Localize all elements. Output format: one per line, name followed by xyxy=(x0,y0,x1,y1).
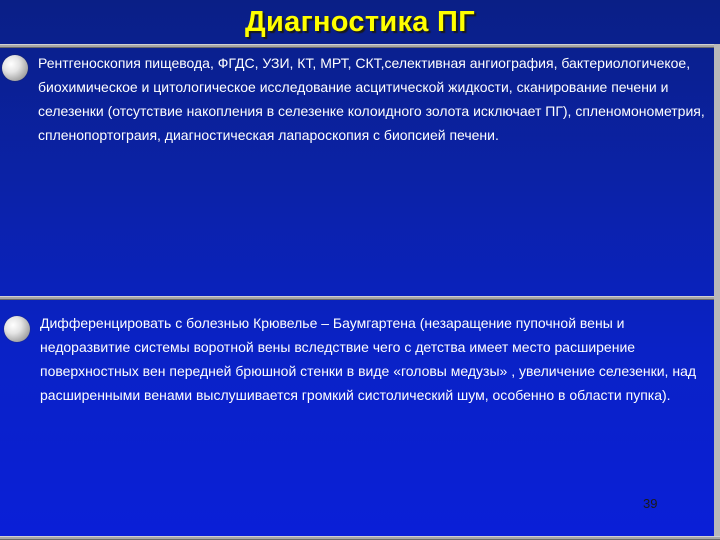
slide-title: Диагностика ПГ xyxy=(245,6,475,38)
bullet-circle-icon xyxy=(2,55,28,81)
bullet-circle-icon xyxy=(4,316,30,342)
page-number: 39 xyxy=(643,496,658,511)
bullet-text: Дифференцировать с болезнью Крювелье – Баумгартена (незаращение пупочной вены и недоразвитие системы воротной вены вследствие чего с детства имеет место расширение поверхностных вен передней брюшной стенки в виде «головы медузы» , увеличение селезенки, над расширенными венами выслушивается громкий систолический шум, особенно в области пупка). xyxy=(40,315,697,403)
bullet-text: Рентгеноскопия пищевода, ФГДС, УЗИ, КТ, МРТ, СКТ,селективная ангиография, бактериологичекое, биохимическое и цитологическое исследование асцитической жидкости, сканирование печени и селезенки (отсутствие накопления в селезенке колоидного золота исключает ПГ), спленомонометрия, спленопортограия, диагностическая лапароскопия с биопсией печени. xyxy=(38,55,705,143)
bottom-divider xyxy=(0,536,720,540)
right-edge-strip xyxy=(714,44,720,300)
middle-divider xyxy=(0,296,720,300)
right-edge-strip xyxy=(714,296,720,540)
top-divider xyxy=(0,44,720,48)
